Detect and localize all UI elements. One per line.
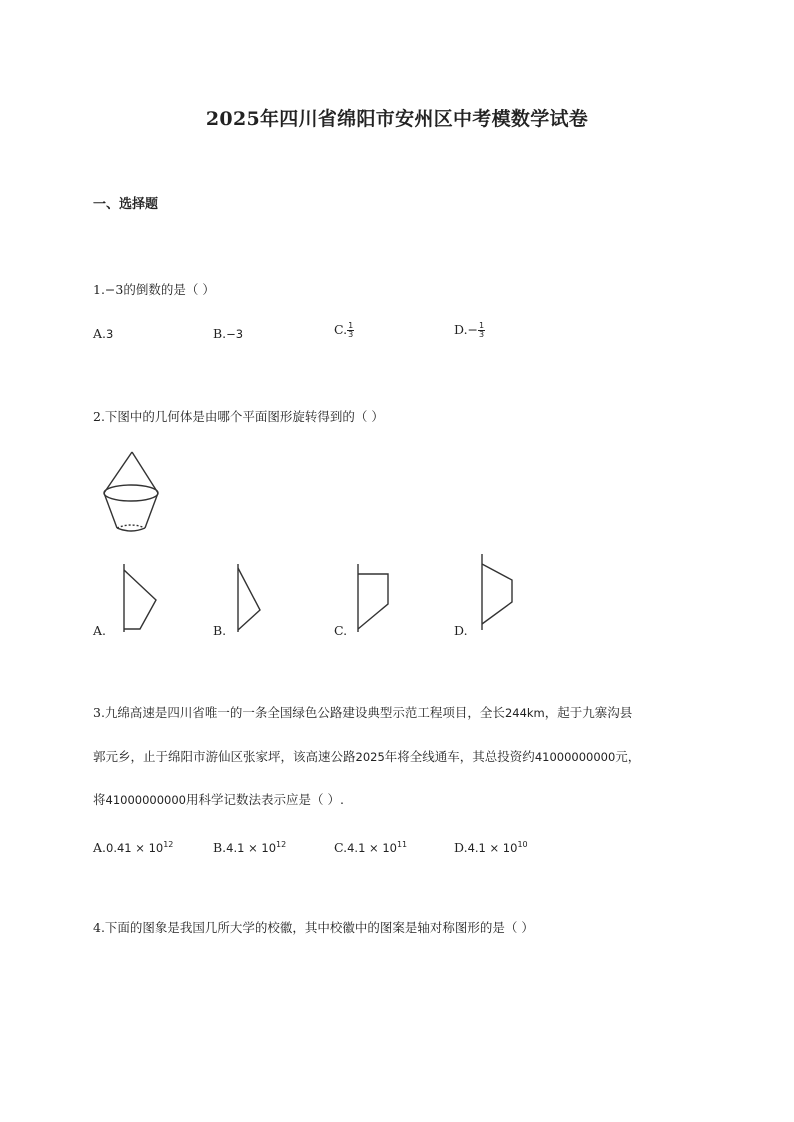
question-3-line-3: 将41000000000用科学记数法表示应是（ ）. <box>93 792 344 807</box>
q1-option-d-label: D.− <box>454 322 479 337</box>
q2-option-c[interactable]: C. <box>334 623 348 638</box>
section-heading: 一、选择题 <box>93 197 159 212</box>
q3-option-b[interactable]: $B.4.1 \times 10^{12}$ <box>213 840 287 856</box>
q1-option-a-label: A. <box>93 326 107 341</box>
option-d-figure <box>476 552 521 637</box>
q2-option-b[interactable]: B. <box>213 623 227 638</box>
question-3-line-1: 3.九绵高速是四川省唯一的一条全国绿色公路建设典型示范工程项目，全长244km，起于九寨沟县 <box>93 705 633 720</box>
q1-option-c[interactable] <box>334 322 354 339</box>
q1-option-b-label: B. <box>213 326 227 341</box>
q1-option-a-value: 3 <box>106 327 114 341</box>
q1-option-c-label: C. <box>334 322 348 337</box>
q3-option-d[interactable]: $D.4.1 \times 10^{10}$ <box>454 840 528 856</box>
q2-option-a[interactable]: A. <box>93 623 107 638</box>
q3-option-a[interactable]: $A.0.41 \times 10^{12}$ <box>93 840 174 856</box>
q1-option-b-value: −3 <box>226 327 244 341</box>
question-3-line-2: 郭元乡，止于绵阳市游仙区张家坪，该高速公路2025年将全线通车，其总投资约41000000000元， <box>93 749 641 764</box>
q2-option-d[interactable]: D. <box>454 623 468 638</box>
page-title: 2025年四川省绵阳市安州区中考模数学试卷 <box>205 108 589 130</box>
q1-option-d[interactable] <box>454 322 485 339</box>
q1-option-c-fraction: $\frac{1}{3}$ <box>348 321 354 339</box>
option-a-figure <box>118 562 158 642</box>
question-2-stem: 2.下图中的几何体是由哪个平面图形旋转得到的（ ） <box>93 409 384 424</box>
question-1-stem: 1.−3的倒数的是（ ） <box>93 282 215 297</box>
option-b-figure <box>232 562 272 642</box>
q3-option-c[interactable]: $C.4.1 \times 10^{11}$ <box>334 840 408 856</box>
option-c-figure <box>352 562 397 642</box>
q1-option-b[interactable] <box>213 326 243 342</box>
question-4-stem: 4.下面的图象是我国几所大学的校徽，其中校徽中的图案是轴对称图形的是（ ） <box>93 920 534 935</box>
solid-figure <box>100 450 170 540</box>
q1-option-a[interactable] <box>93 326 113 342</box>
q1-option-d-fraction: $\frac{1}{3}$ <box>479 321 485 339</box>
